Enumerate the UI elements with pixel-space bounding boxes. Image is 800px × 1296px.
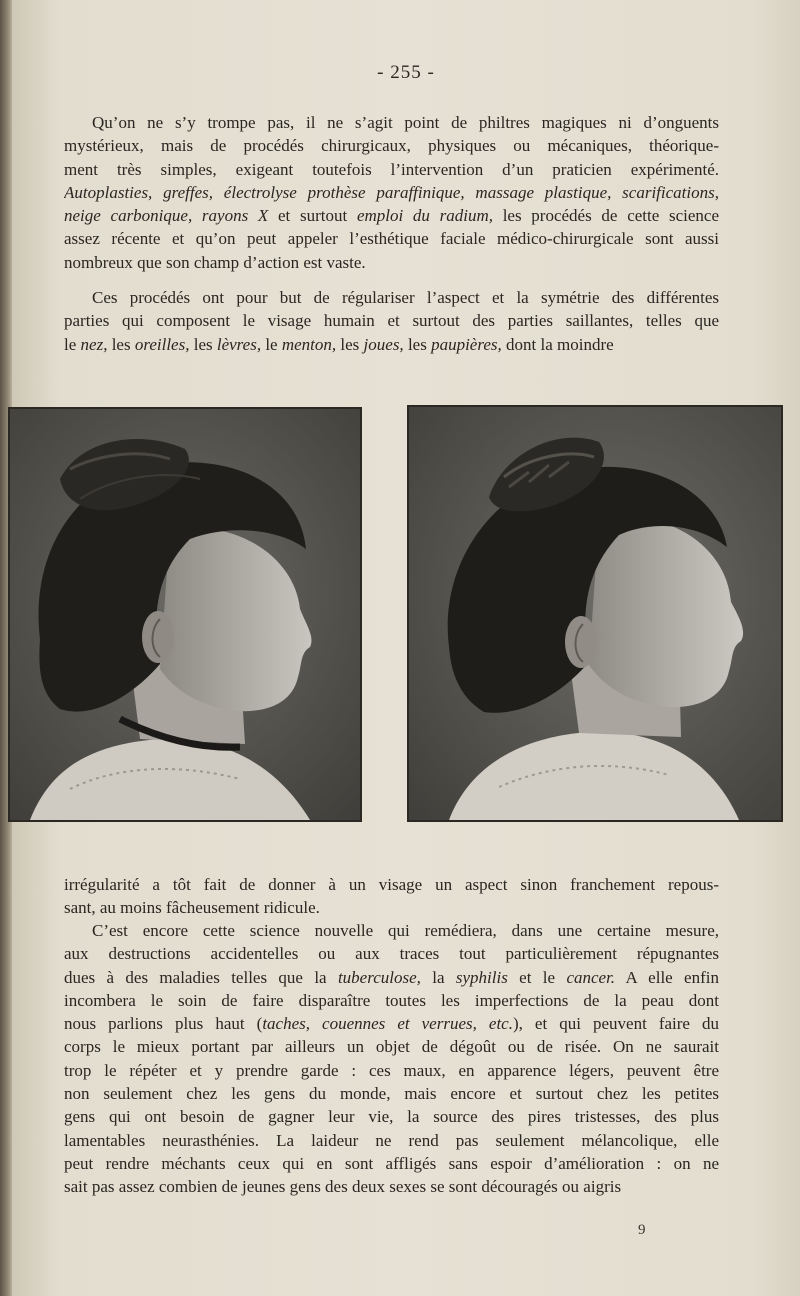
text-segment: lamentables neurasthénies. La laideur ne rend pas seulement mélancolique, elle [64,1130,719,1150]
text-segment: assez récente et qu’on peut appeler l’esthétique faciale médico-chirurgicale sont aussi [64,229,719,249]
text-line [64,251,719,274]
italic-text: menton, [281,334,337,354]
text-segment: Ces procédés ont pour but de régulariser l’aspect et la symétrie des différentes [92,288,719,307]
italic-text: tuberculose, [337,967,421,987]
text-segment: C’est encore cette science nouvelle qui remédiera, dans une certaine mesure, [92,921,719,940]
text-line [64,1152,719,1175]
italic-text: emploi du radium, [356,206,493,226]
italic-text: neige carbonique, rayons X [64,206,269,226]
italic-text: nez, [80,334,108,354]
text-segment: non seulement chez les gens du monde, mais encore et surtout chez les petites [64,1084,719,1104]
text-line [64,158,719,181]
text-line [64,227,719,250]
italic-text: oreilles, [134,334,190,354]
text-line [64,333,719,356]
text-segment: trop le répéter et y prendre garde : ces maux, en apparence légers, peuvent être [64,1060,719,1080]
text-segment: ), et qui peuvent faire du [512,1014,719,1034]
text-segment: irrégularité a tôt fait de donner à un visage un aspect sinon franchement repous- [64,875,719,894]
text-line [64,309,719,332]
text-segment: les [107,334,135,354]
text-line [64,111,719,134]
text-line [64,1035,719,1058]
text-line [64,134,719,157]
text-line [64,204,719,227]
text-line [64,873,719,896]
signature-mark: 9 [638,1222,646,1238]
paragraph-4 [64,919,719,1199]
text-line [64,286,719,309]
text-segment: et surtout [268,206,357,226]
page [12,0,800,1296]
text-line [64,966,719,989]
text-segment: incombera le soin de faire disparaître toutes les imperfections de la peau dont [64,990,719,1010]
paragraph-3 [64,873,719,920]
text-line [64,896,719,919]
text-segment: parties qui composent le visage humain et surtout des parties saillantes, telles que [64,311,719,331]
italic-text: paupières, [431,334,502,354]
italic-text: joues, [363,334,404,354]
portrait-photo-left [8,407,362,822]
text-line [64,1105,719,1128]
paragraph-2 [64,286,719,356]
text-segment: les [336,334,364,354]
text-segment: aux destructions accidentelles ou aux traces tout particulièrement répugnantes [64,944,719,964]
italic-text: syphilis [455,967,508,987]
text-segment: nous parlions plus haut ( [64,1014,263,1034]
text-segment: les procédés de cette science [493,206,719,226]
text-line [64,1059,719,1082]
text-segment: dues à des maladies telles que la [64,967,338,987]
text-segment: ment très simples, exigeant toutefois l’intervention d’un praticien expérimenté. [64,159,719,179]
text-line [64,942,719,965]
text-segment: les [403,334,432,354]
portrait-photo-right [407,405,783,822]
text-line [64,181,719,204]
text-line [64,1082,719,1105]
italic-text: cancer. [566,967,616,987]
text-segment: peut rendre méchants ceux qui en sont affligés sans espoir d’amélioration : on ne [64,1153,719,1173]
italic-text: taches, couennes et verrues, etc. [262,1014,513,1034]
text-segment: nombreux que son champ d’action est vaste. [64,252,366,272]
text-segment: les [189,334,217,354]
text-line [64,1175,719,1198]
text-segment: corps le mieux portant par ailleurs un objet de dégoût ou de risée. On ne saurait [64,1037,719,1057]
text-segment: et le [507,967,567,987]
text-segment: la [420,967,456,987]
italic-text: lèvres, [216,334,262,354]
text-segment: sait pas assez combien de jeunes gens des deux sexes se sont découragés ou aigris [64,1177,622,1197]
text-segment: le [64,334,81,354]
page-number: - 255 - [377,62,435,83]
text-line [64,989,719,1012]
text-segment: dont la moindre [501,334,614,354]
text-segment: mystérieux, mais de procédés chirurgicaux, physiques ou mécaniques, théorique- [64,136,719,156]
text-segment: sant, au moins fâcheusement ridicule. [64,898,320,918]
text-line [64,1012,719,1035]
text-line [64,919,719,942]
text-segment: le [261,334,282,354]
text-segment: A elle enfin [615,967,719,987]
text-line [64,1129,719,1152]
italic-text: Autoplasties, greffes, électrolyse prothèse paraffinique, massage plastique, scarifications, [64,182,719,202]
text-segment: gens qui ont besoin de gagner leur vie, la source des pires tristesses, des plus [64,1107,719,1127]
text-segment: Qu’on ne s’y trompe pas, il ne s’agit point de philtres magiques ni d’onguents [92,113,719,132]
paragraph-1 [64,111,719,274]
